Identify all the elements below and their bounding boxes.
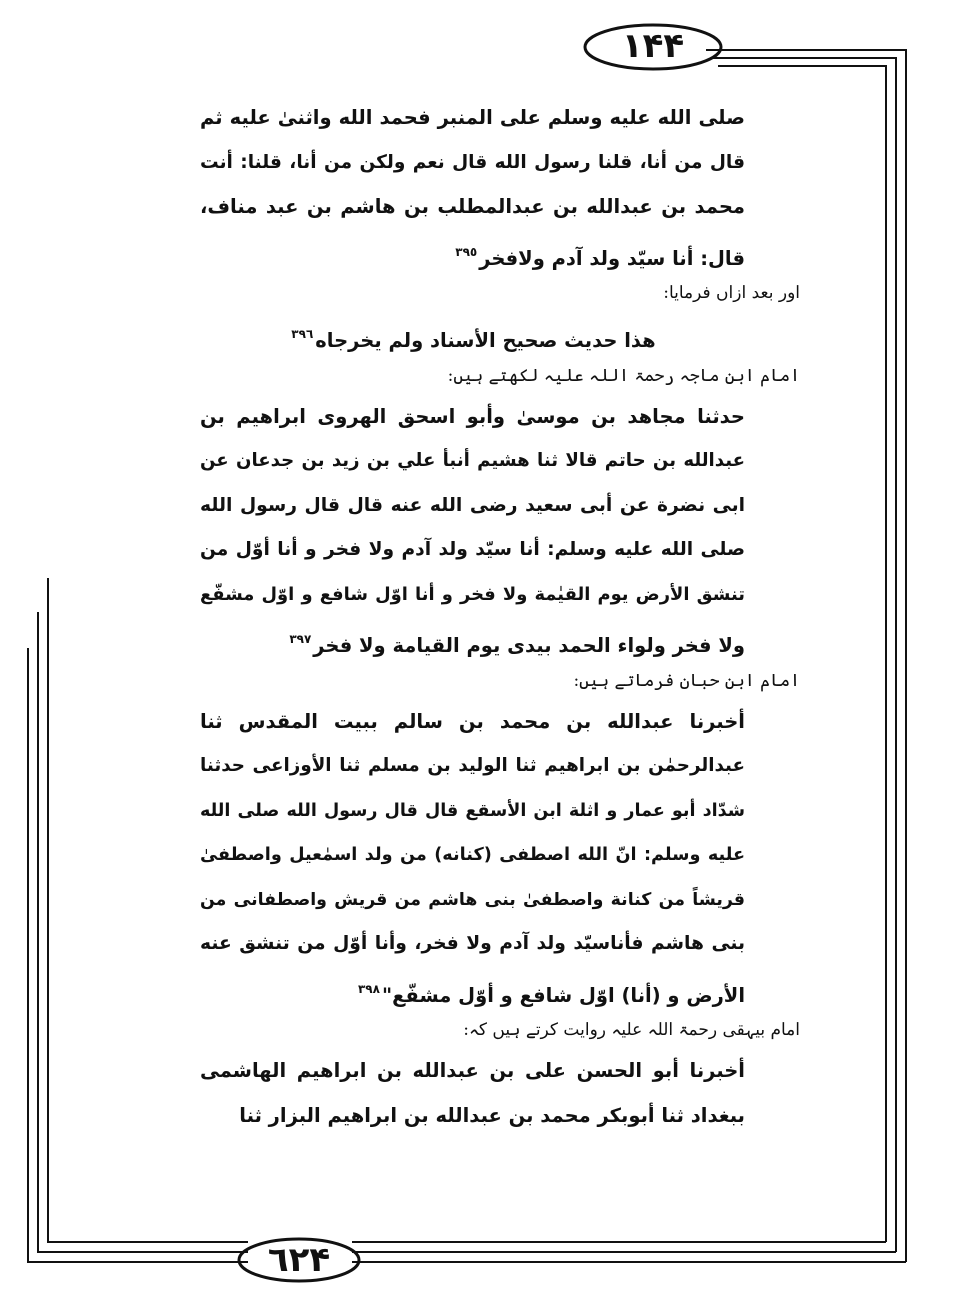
arabic-line-text: أخبرنا أبو الحسن على بن عبدالله بن ابراهيم الهاشمى [200,1059,745,1082]
arabic-text-line [200,1049,745,1094]
arabic-text-line [200,395,745,440]
arabic-text-line [200,573,745,618]
arabic-line-text: الأرض و (أنا) اوّل شافع و أوّل مشفّع" [381,983,745,1007]
arabic-text-line [200,967,745,1012]
arabic-line-text: قريشاً من كنانة واصطفىٰ بنى هاشم من قريش واصطفانى من [200,889,745,910]
arabic-text-line [200,96,745,141]
arabic-line-text: بنى هاشم فأناسيّد ولد آدم ولا فخر، وأنا أوّل من تنشق عنه [200,933,745,954]
arabic-line-text: ولا فخر ولواء الحمد بيدى يوم القيامة ولا فخر [313,634,745,657]
page-number-top: ١۴۴ [621,26,685,66]
urdu-heading: اور بعد ازاں فرمایا: [663,283,800,303]
arabic-text-line [200,230,745,275]
arabic-text-line [200,922,745,967]
arabic-text-line [200,878,745,923]
footnote-reference: ٣٩٥ [455,244,478,259]
arabic-line-text: عليه وسلم: انّ الله اصطفى (كنانه) من ولد اسمٰعيل واصطفىٰ [200,845,745,865]
page-number-bottom: ٦٢۴ [267,1240,331,1280]
arabic-text-line [200,700,745,745]
urdu-heading: امام بیہقی رحمۃ اللہ علیہ روایت کرتے ہیں کہ: [463,1020,800,1040]
arabic-line-text: حدثنا مجاهد بن موسىٰ وأبو اسحق الهروى ابراهيم بن [200,404,745,428]
arabic-text-line [200,744,745,789]
urdu-heading: امام ابن ماجہ رحمۃ اللہ علیہ لکھتے ہیں: [447,365,800,386]
arabic-text-line [200,141,745,186]
arabic-line-text: عبدالله بن حاتم قالا ثنا هشيم أنبأ علي بن زيد بن جدعان عن [200,450,745,471]
arabic-text-line [200,617,745,662]
arabic-line-text: تنشق الأرض يوم القيٰمة ولا فخر و أنا اوّل شافع و اوّل مشفّع [200,583,745,605]
footnote-reference: ٣٩٧ [289,632,312,646]
arabic-line-text: هذا حديث صحيح الأسناد ولم يخرجاه [315,329,656,352]
urdu-heading: امام ابن حبان فرماتے ہیں: [573,670,800,691]
arabic-text-line [200,484,745,529]
arabic-line-text: عبدالرحمٰن بن ابراهيم ثنا الوليد بن مسلم ثنا الأوزاعى حدثنا [200,755,745,776]
arabic-text-line [200,439,745,484]
page-text [200,96,800,1138]
arabic-line-text: ابى نضرة عن أبى سعيد رضى الله عنه قال قال رسول الله [200,494,745,516]
arabic-text-line [200,528,745,573]
footnote-reference: ٣٩٦ [291,327,314,341]
arabic-line-text: صلى الله عليه وسلم على المنبر فحمد الله واثنىٰ عليه ثم [200,106,745,129]
arabic-line-text: قال من أنا، قلنا رسول الله قال نعم ولكن من أنا، قلنا: أنت [200,151,745,173]
arabic-line-text: شدّاد أبو عمار و اثلة ابن الأسقع قال قال رسول الله صلى الله [200,800,745,821]
arabic-line-text: ببغداد ثنا أبوبكر محمد بن عبدالله بن ابراهيم البزار ثنا [239,1103,745,1127]
footnote-reference: ٣٩٨ [357,981,380,996]
arabic-line-text: أخبرنا عبدالله بن محمد بن سالم ببيت المقدس ثنا [200,709,745,733]
arabic-text-line [200,185,745,230]
arabic-line-text: محمد بن عبدالله بن عبدالمطلب بن هاشم بن عبد مناف، [200,195,745,218]
arabic-line-text: صلى الله عليه وسلم: أنا سيّد ولد آدم ولا فخر و أنا أوّل من [200,539,745,560]
arabic-text-line [200,312,745,357]
arabic-text-line [200,1094,745,1139]
arabic-text-line [200,789,745,834]
arabic-text-line [200,833,745,878]
arabic-line-text: قال: أنا سيّد ولد آدم ولافخر [479,246,745,270]
